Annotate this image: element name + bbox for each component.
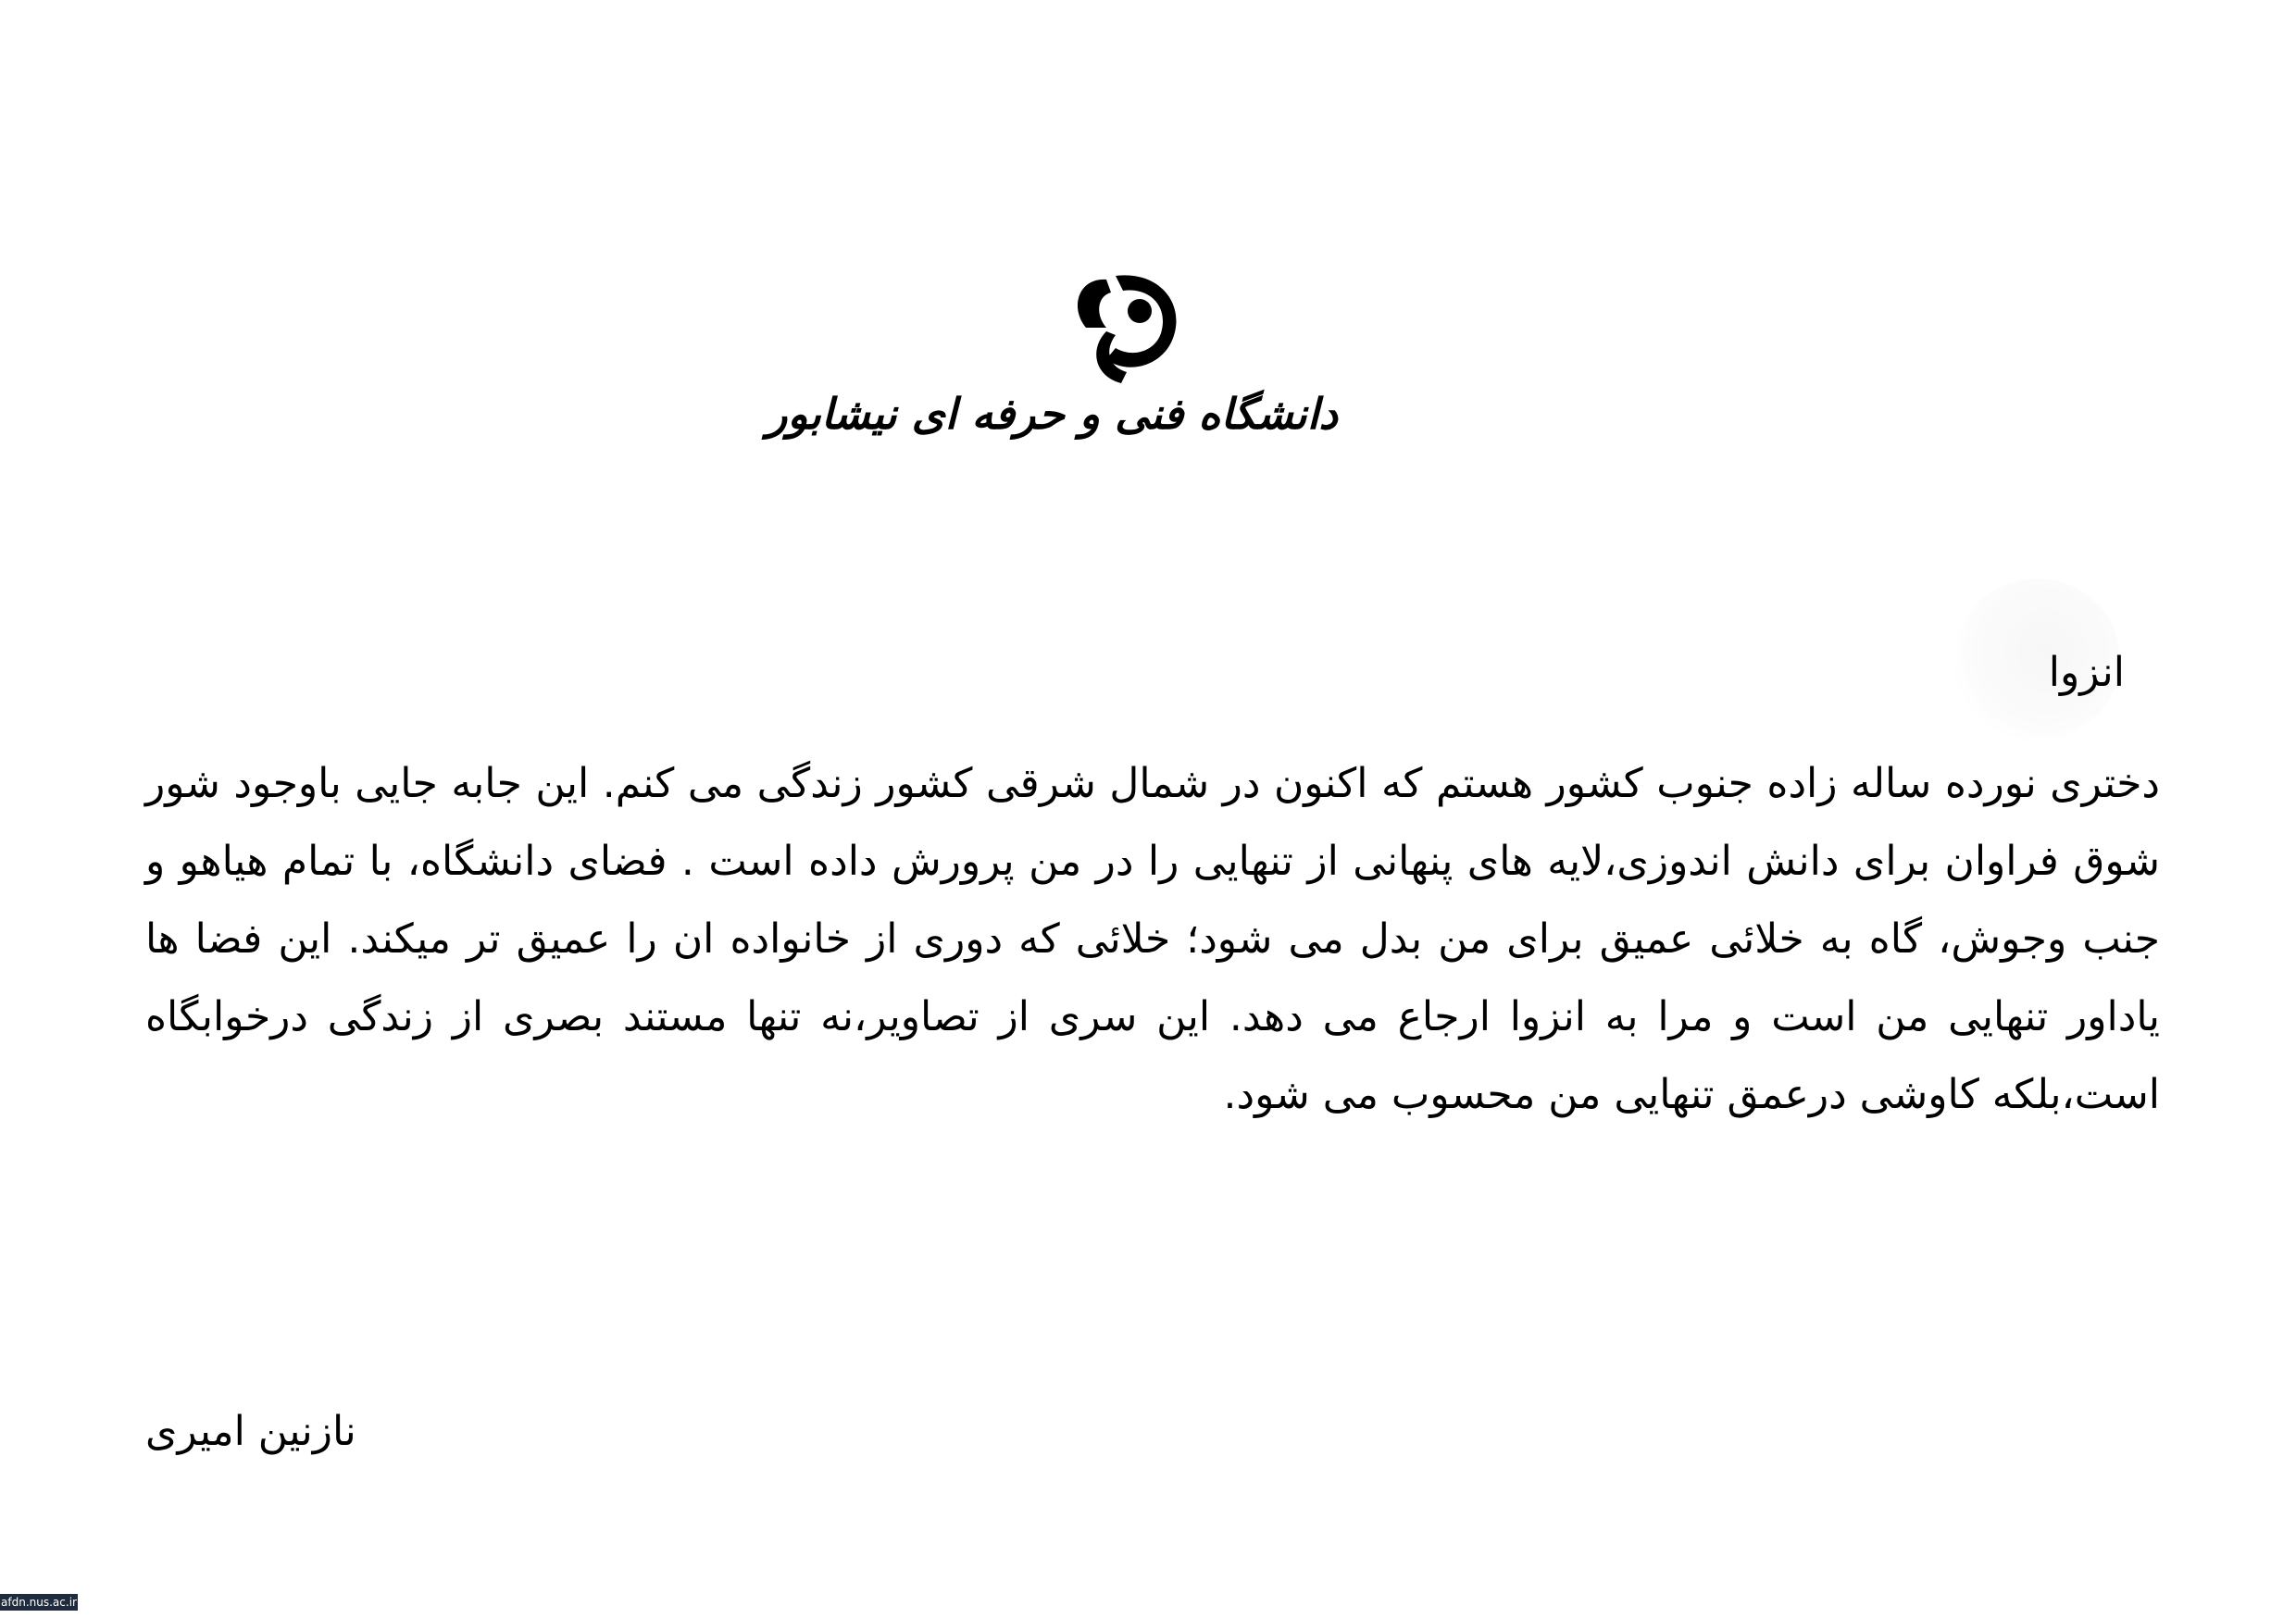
- university-logo: [767, 270, 1338, 474]
- university-name: دانشگاه فنی و حرفه ای نیشابور: [767, 389, 1338, 439]
- footer-link[interactable]: afdn.nus.ac.ir: [1, 1596, 77, 1609]
- document-body: دختری نورده ساله زاده جنوب کشور هستم که اکنون در شمال شرقی کشور زندگی می کنم. این جابه جایی باوجود شور شوق فراوان برای دانش اندوزی،لایه های پنهانی از تنهایی را در من پرورش داده است . فضای دانشگاه، با تمام هیاهو و جنب وجوش، گاه به خلائی عمیق برای من بدل می شود؛ خلائی که دوری از خانواده ان را عمیق تر میکند. این فضا ها یاداور تنهایی من است و مرا به انزوا ارجاع می دهد. این سری از تصاویر،نه تنها مستند بصری از زندگی درخوابگاه است،بلکه کاوشی درعمق تنهایی من محسوب می شود.: [145, 760, 2160, 1118]
- author-name: نازنین امیری: [145, 1408, 356, 1455]
- document-title: انزوا: [2048, 649, 2125, 696]
- university-emblem-icon: [767, 270, 1338, 474]
